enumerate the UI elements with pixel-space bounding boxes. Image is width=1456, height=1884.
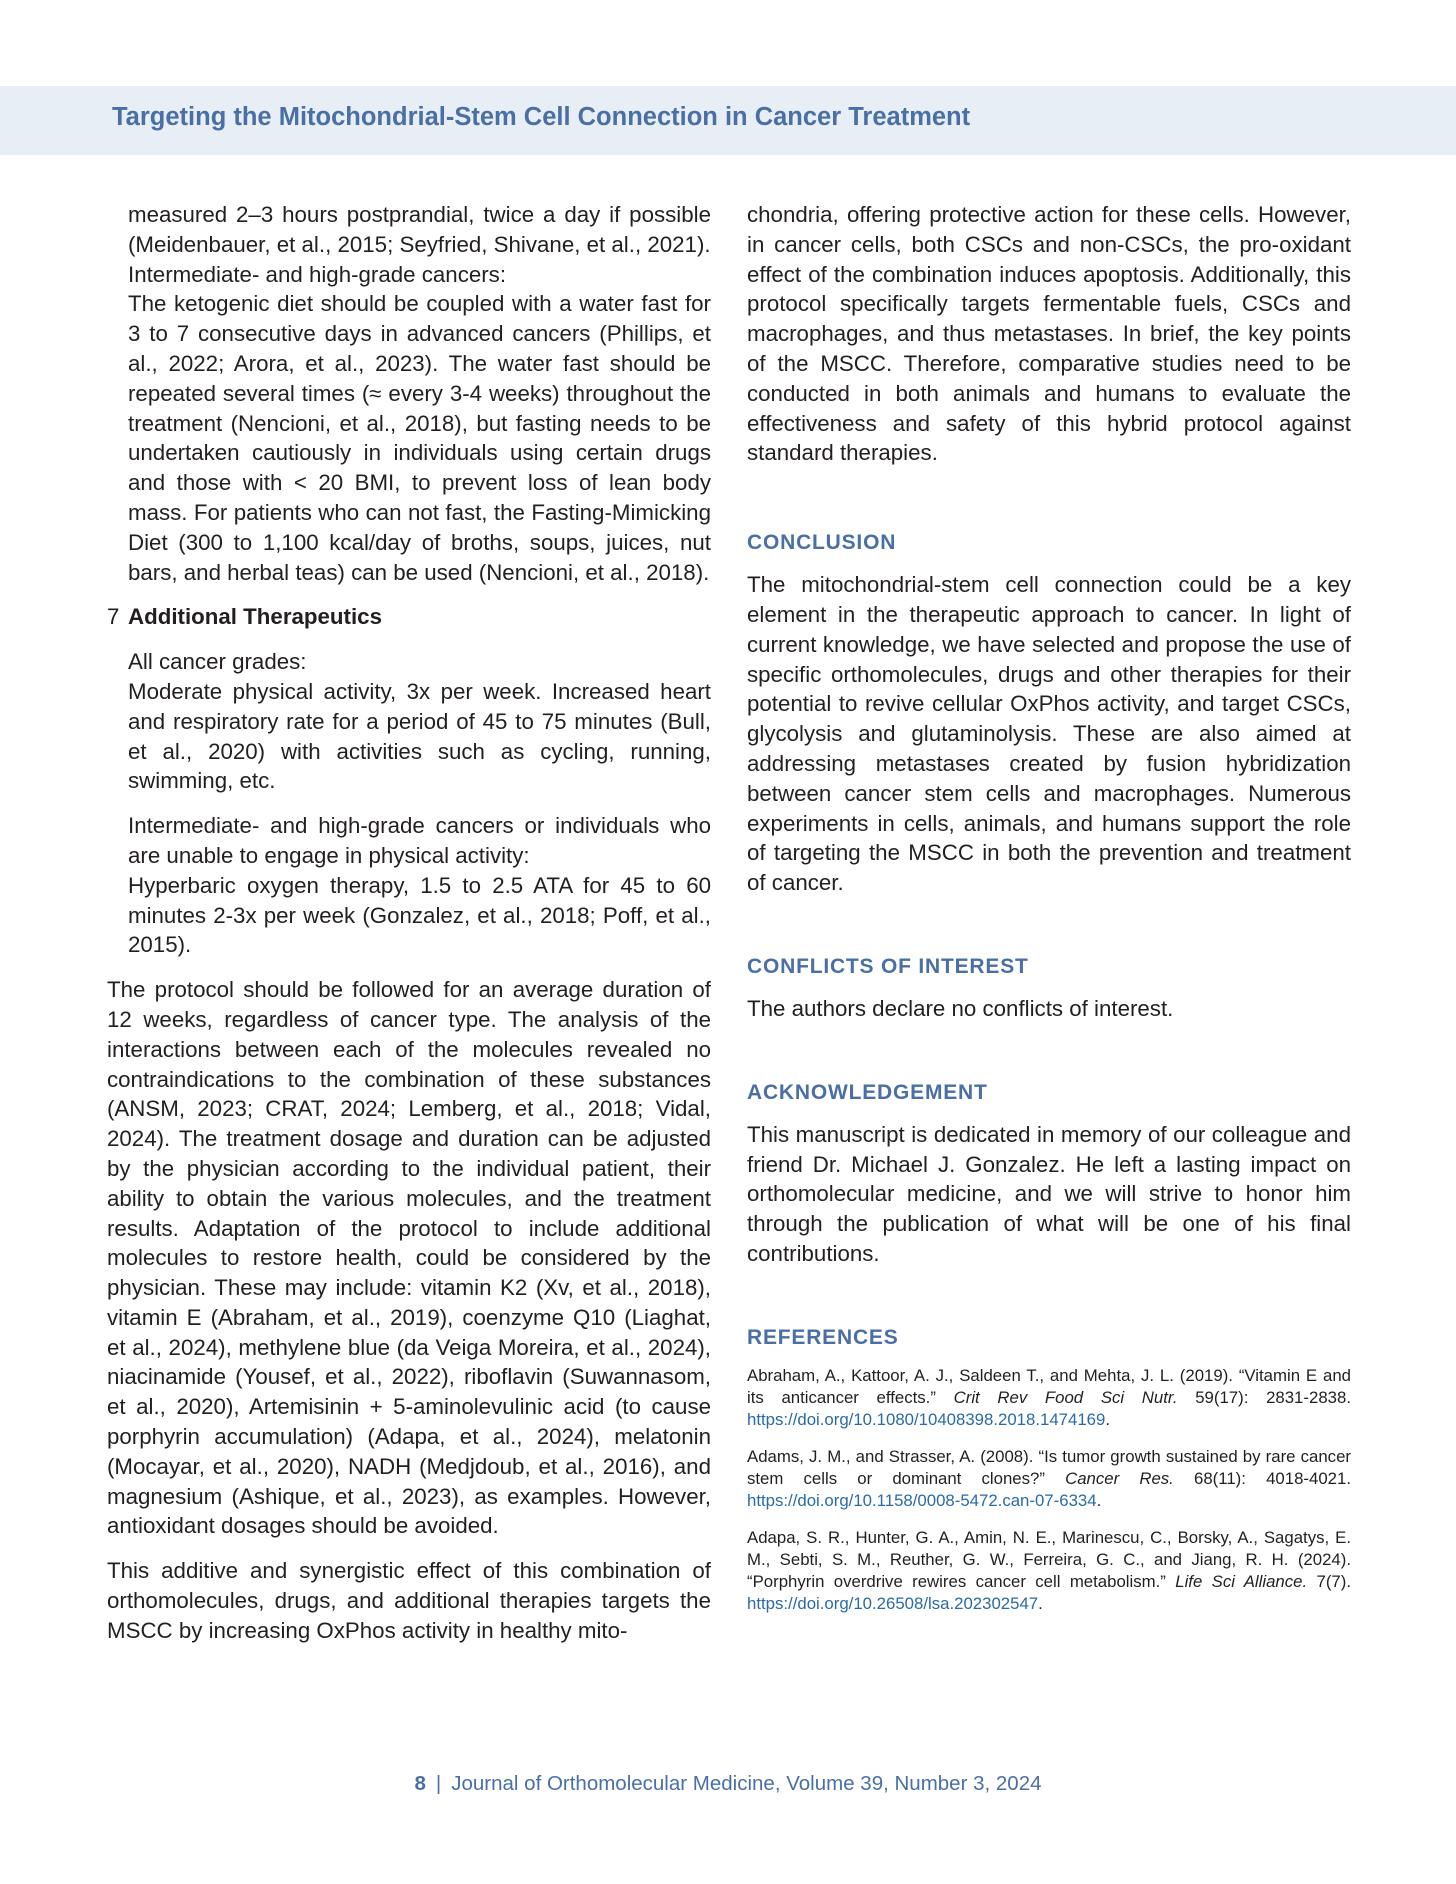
section-heading-conclusion: CONCLUSION [747,531,897,555]
paragraph: Intermediate- and high-grade cancers: [128,261,507,287]
section-heading-acknowledgement: ACKNOWLEDGEMENT [747,1080,988,1104]
reference-entry: Adapa, S. R., Hunter, G. A., Amin, N. E., Marinescu, C., Borsky, A., Sagatys, E. M., Sebti, S. M., Reuther, G. W., Ferreira, G. C., and Jiang, R. H. (2024). “Porphyrin overdrive rewires cancer cell metabolism.” Life Sci Alliance. 7(7). https://doi.org/10.26508/lsa.202302547. [747,1527,1352,1613]
paragraph: Moderate physical activity, 3x per week. Increased heart and respiratory rate for a period of 45 to 75 minutes (Bull, et al., 2020) with activities such as cycling, running, swimming, etc. [128,678,711,794]
footer-separator: | [435,1772,442,1795]
journal-name: Crit Rev Food Sci Nutr. [953,1387,1178,1407]
paragraph: The ketogenic diet should be coupled with a water fast for 3 to 7 consecutive days in advanced cancers (Phillips, et al., 2022; Arora, et al., 2023). The water fast should be repeated several times (≈ every 3-4 weeks) throughout the treatment (Nencioni, et al., 2018), but fasting needs to be undertaken cautiously in individuals using certain drugs and those with < 20 BMI, to prevent loss of lean body mass. For patients who can not fast, the Fasting-Mimicking Diet (300 to 1,100 kcal/day of broths, soups, juices, nut bars, and herbal teas) can be used (Nencioni, et al., 2018). [128,291,711,585]
paragraph: All cancer grades: [128,649,307,675]
paragraph: The mitochondrial-stem cell connection could be a key element in the therapeutic approach to cancer. In light of current knowledge, we have selected and propose the use of specific orthomolecules, drugs and other therapies for their potential to revive cellular OxPhos activity, and target CSCs, glycolysis and glutaminolysis. These are also aimed at addressing metastases created by fusion hybridization between cancer stem cells and macrophages. Numerous experiments in cells, animals, and humans support the role of targeting the MSCC in both the prevention and treatment of cancer. [747,572,1351,896]
list-item-title: Additional Therapeutics [128,604,382,630]
list-item-heading [107,602,711,632]
page-footer [0,1772,1456,1796]
page-number: 8 [414,1772,426,1795]
section-heading-conflicts: CONFLICTS OF INTEREST [747,954,1029,978]
reference-list [747,1365,1351,1615]
paragraph: chondria, offering protective action for these cells. However, in cancer cells, both CSCs and non-CSCs, the pro-oxidant effect of the combination induces apoptosis. Additionally, this protocol specifically targets fermentable fuels, CSCs and macrophages, and thus metastases. In brief, the key points of the MSCC. Therefore, comparative studies need to be conducted in both animals and humans to evaluate the effectiveness and safety of this hybrid protocol against standard therapies. [747,202,1351,466]
doi-link[interactable]: https://doi.org/10.26508/lsa.202302547 [747,1593,1039,1613]
paragraph: The authors declare no conflicts of interest. [747,995,1174,1021]
journal-name: Life Sci Alliance. [1175,1571,1308,1591]
running-header-title: Targeting the Mitochondrial-Stem Cell Connection in Cancer Treatment [112,103,971,131]
paragraph: measured 2–3 hours postprandial, twice a day if possible (Meidenbauer, et al., 2015; Seyfried, Shivane, et al., 2021). [128,202,711,257]
left-column [107,200,711,1646]
paragraph: The protocol should be followed for an average duration of 12 weeks, regardless of cancer type. The analysis of the interactions between each of the molecules revealed no contraindications to the combination of these substances (ANSM, 2023; CRAT, 2024; Lemberg, et al., 2018; Vidal, 2024). The treatment dosage and duration can be adjusted by the physician according to the individual patient, their ability to obtain the various molecules, and the treatment results. Adaptation of the protocol to include additional molecules to restore health, could be considered by the physician. These may include: vitamin K2 (Xv, et al., 2018), vitamin E (Abraham, et al., 2019), coenzyme Q10 (Liaghat, et al., 2024), methylene blue (da Veiga Moreira, et al., 2024), niacinamide (Yousef, et al., 2022), riboflavin (Suwannasom, et al., 2020), Artemisinin + 5-aminolevulinic acid (to cause porphyrin accumulation) (Adapa, et al., 2024), melatonin (Mocayar, et al., 2020), NADH (Medjdoub, et al., 2016), and magnesium (Ashique, et al., 2023), as examples. However, antioxidant dosages should be avoided. [107,977,711,1539]
doi-link[interactable]: https://doi.org/10.1080/10408398.2018.1474169 [747,1409,1106,1429]
doi-link[interactable]: https://doi.org/10.1158/0008-5472.can-07-6334 [747,1490,1097,1510]
paragraph: This manuscript is dedicated in memory of our colleague and friend Dr. Michael J. Gonzalez. He left a lasting impact on orthomolecular medicine, and we will strive to honor him through the publication of what will be one of his final contributions. [747,1121,1351,1266]
paragraph: This additive and synergistic effect of this combination of orthomolecules, drugs, and additional therapies targets the MSCC by increasing OxPhos activity in healthy mito- [107,1558,711,1643]
section-heading-references: REFERENCES [747,1325,899,1349]
reference-entry: Abraham, A., Kattoor, A. J., Saldeen T., and Mehta, J. L. (2019). “Vitamin E and its anticancer effects.” Crit Rev Food Sci Nutr. 59(17): 2831-2838. https://doi.org/10.1080/10408398.2018.1474169. [747,1365,1351,1429]
list-item-number: 7 [107,604,120,630]
journal-name: Cancer Res. [1065,1468,1174,1488]
paragraph: Intermediate- and high-grade cancers or individuals who are unable to engage in physical activity: [128,813,711,868]
reference-entry: Adams, J. M., and Strasser, A. (2008). “Is tumor growth sustained by rare cancer stem cells or dominant clones?” Cancer Res. 68(11): 4018-4021. https://doi.org/10.1158/0008-5472.can-07-6334. [747,1446,1352,1510]
right-column [747,200,1351,1630]
journal-citation: Journal of Orthomolecular Medicine, Volume 39, Number 3, 2024 [451,1772,1042,1795]
paragraph: Hyperbaric oxygen therapy, 1.5 to 2.5 ATA for 45 to 60 minutes 2-3x per week (Gonzalez, et al., 2018; Poff, et al., 2015). [128,872,711,958]
